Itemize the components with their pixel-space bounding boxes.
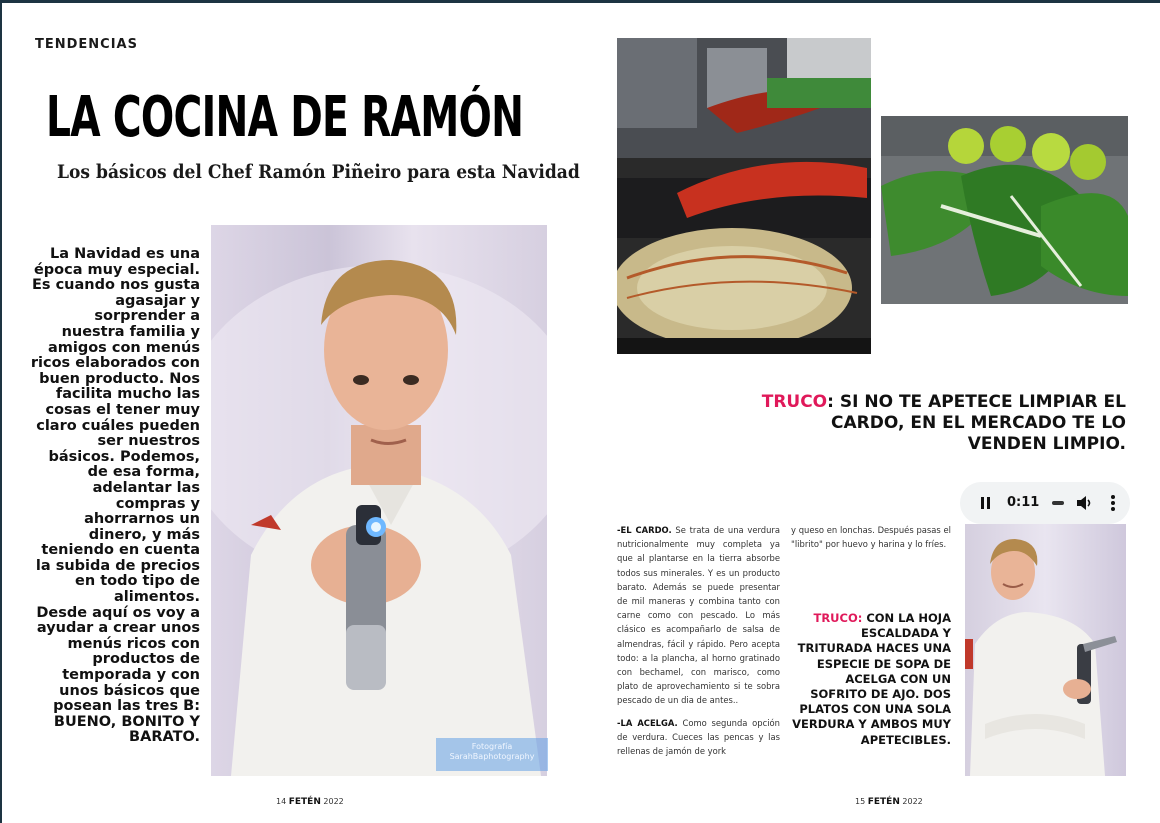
col2-paragraph: y queso en lonchas. Después pasas el "librito" por huevo y harina y lo fríes. bbox=[791, 525, 951, 550]
left-border bbox=[0, 0, 2, 823]
tip-acelga bbox=[790, 611, 951, 748]
magazine-brand: FETÉN bbox=[867, 797, 900, 807]
chef-photo-small bbox=[965, 524, 1126, 776]
magazine-brand: FETÉN bbox=[288, 797, 321, 807]
pause-icon[interactable] bbox=[980, 496, 992, 510]
top-border bbox=[0, 0, 1160, 3]
photo-credit bbox=[436, 738, 548, 771]
body-column-2 bbox=[791, 523, 951, 559]
more-vert-icon[interactable] bbox=[1110, 494, 1116, 512]
chef-photo bbox=[211, 225, 547, 776]
prawns-photo bbox=[617, 38, 871, 354]
page-number: 14 bbox=[276, 797, 287, 806]
audio-progress-slider[interactable] bbox=[1052, 501, 1064, 505]
tip2-text: CON LA HOJA ESCALDADA Y TRITURADA HACES UNA ESPECIE DE SOPA DE ACELGA CON UN SOFRITO DE AJO. DOS PLATOS CON UNA SOLA VERDURA Y AMBOS MUY APETECIBLES. bbox=[792, 611, 951, 747]
footer-year: 2022 bbox=[902, 797, 923, 806]
chef-small-illustration bbox=[965, 524, 1126, 776]
cardo-paragraph bbox=[617, 523, 780, 708]
tip-text: : SI NO TE APETECE LIMPIAR EL CARDO, EN EL MERCADO TE LO VENDEN LIMPIO. bbox=[827, 392, 1126, 454]
cardo-label: -EL CARDO. bbox=[617, 525, 672, 535]
intro-paragraph-2: Desde aquí os voy a ayudar a crear unos menús ricos con productos de temporada y con unos básicos que posean las tres B: BUENO, BONITO Y BARATO. bbox=[36, 604, 200, 746]
tip-cardo bbox=[760, 392, 1126, 455]
cardo-text: Se trata de una verdura nutricionalmente muy completa ya que al plantarse en la tierra absorbe todos sus minerales. Y es un producto barato. Además se puede presentar de mil maneras y combina tanto con carne como con pescado. Lo más clásico es acompañarlo de salsa de almendras, fácil y rápido. Pero acepta todo: a la plancha, al horno gratinado con bechamel, con marisco, como plato de aprovechamiento si te sobra pescado de un dia de antes.. bbox=[617, 525, 780, 706]
chard-apples-photo bbox=[881, 116, 1128, 304]
footer-right bbox=[855, 797, 923, 807]
page-title: LA COCINA DE RAMÓN bbox=[46, 85, 524, 150]
chef-illustration bbox=[211, 225, 547, 776]
intro-paragraph-1: La Navidad es una época muy especial. Es cuando nos gusta agasajar y sorprender a nuestra familia y amigos con menús ricos elaborados con buen producto. Nos facilita mucho las cosas el tener muy claro cuáles pueden ser nuestros básicos. Podemos, de esa forma, adelantar las compras y ahorrarnos un dinero, y más teniendo en cuenta la subida de precios en todo tipo de alimentos. bbox=[30, 246, 200, 606]
tip2-label: TRUCO: bbox=[813, 611, 863, 625]
photo-credit-line1: Fotografía bbox=[471, 742, 513, 751]
chard-illustration bbox=[881, 116, 1128, 304]
acelga-label: -LA ACELGA. bbox=[617, 717, 678, 728]
section-label: TENDENCIAS bbox=[35, 37, 138, 52]
audio-player bbox=[960, 482, 1130, 524]
audio-time: 0:11 bbox=[1007, 495, 1040, 510]
body-column-1 bbox=[617, 523, 780, 766]
acelga-paragraph bbox=[617, 716, 780, 759]
volume-icon[interactable] bbox=[1075, 494, 1093, 512]
tip-label: TRUCO bbox=[761, 392, 828, 412]
page-subtitle: Los básicos del Chef Ramón Piñeiro para esta Navidad bbox=[57, 161, 580, 183]
page-number: 15 bbox=[855, 797, 866, 806]
footer-year: 2022 bbox=[323, 797, 344, 806]
photo-credit-line2: SarahBaphotography bbox=[449, 752, 535, 761]
footer-left bbox=[276, 797, 344, 807]
acelga-text: Como segunda opción de verdura. Cueces las pencas y las rellenas de jamón de york bbox=[617, 717, 780, 757]
intro-text bbox=[30, 247, 200, 746]
prawns-illustration bbox=[617, 38, 871, 354]
